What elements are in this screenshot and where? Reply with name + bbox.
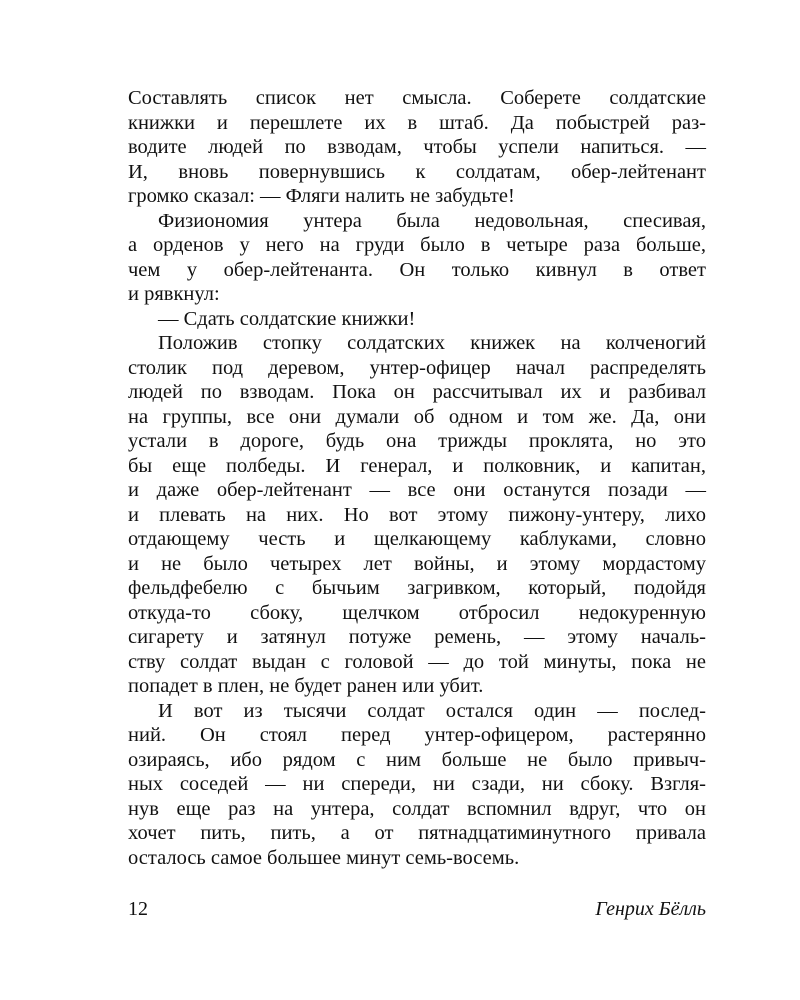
text-line: чем у обер-лейтенанта. Он только кивнул в ответ (128, 258, 706, 281)
text-line: а орденов у него на груди было в четыре раза больше, (128, 234, 706, 256)
text-line: и плевать на них. Но вот этому пижону-унтеру, лихо (128, 503, 706, 526)
text-line: — Сдать солдатские книжки! (158, 307, 416, 330)
text-line: откуда-то сбоку, щелчком отбросил недокуренную (128, 601, 706, 624)
text-line: озираясь, ибо рядом с ним больше не было привыч- (128, 748, 706, 771)
text-line: на группы, все они думали об одном и том же. Да, они (128, 405, 706, 428)
text-line: людей по взводам. Пока он рассчитывал их и разбивал (128, 381, 706, 403)
text-line: И вот из тысячи солдат остался один — послед- (158, 699, 706, 722)
text-line: и рявкнул: (128, 283, 220, 305)
text-line: и даже обер-лейтенант — все они останутся позади — (128, 479, 706, 501)
text-line: Составлять список нет смысла. Соберете солдатские (128, 87, 706, 109)
text-line: водите людей по взводам, чтобы успели напиться. — (128, 136, 706, 158)
text-line: нув еще раз на унтера, солдат вспомнил вдруг, что он (128, 797, 706, 820)
text-line: Положив стопку солдатских книжек на колченогий (158, 332, 706, 354)
page-body-text (128, 86, 706, 870)
page-footer (128, 898, 706, 924)
running-header-author: Генрих Бёлль (595, 898, 706, 920)
text-line: И, вновь повернувшись к солдатам, обер-лейтенант (128, 160, 706, 183)
text-line: фельдфебелю с бычьим загривком, который, подойдя (128, 577, 706, 599)
text-line: и не было четырех лет войны, и этому мордастому (128, 552, 706, 575)
text-line: ству солдат выдан с головой — до той минуты, пока не (128, 650, 706, 673)
text-line: сигарету и затянул потуже ремень, — этому началь- (128, 626, 706, 648)
text-line: устали в дороге, будь она трижды проклята, но это (128, 430, 706, 452)
text-line: хочет пить, пить, а от пятнадцатиминутного привала (128, 822, 706, 844)
text-line: книжки и перешлете их в штаб. Да побыстрей раз- (128, 111, 706, 134)
text-line: осталось самое большее минут семь-восемь. (128, 846, 520, 869)
text-line: ных соседей — ни спереди, ни сзади, ни сбоку. Взгля- (128, 773, 706, 795)
text-line: столик под деревом, унтер-офицер начал распределять (128, 356, 706, 379)
text-line: отдающему честь и щелкающему каблуками, словно (128, 528, 706, 550)
text-line: ний. Он стоял перед унтер-офицером, растерянно (128, 724, 706, 746)
text-line: громко сказал: — Фляги налить не забудьте! (128, 185, 515, 207)
text-line: бы еще полбеды. И генерал, и полковник, и капитан, (128, 454, 706, 477)
page-number: 12 (128, 898, 148, 920)
text-line: попадет в плен, не будет ранен или убит. (128, 675, 484, 697)
text-line: Физиономия унтера была недовольная, спесивая, (158, 209, 706, 232)
